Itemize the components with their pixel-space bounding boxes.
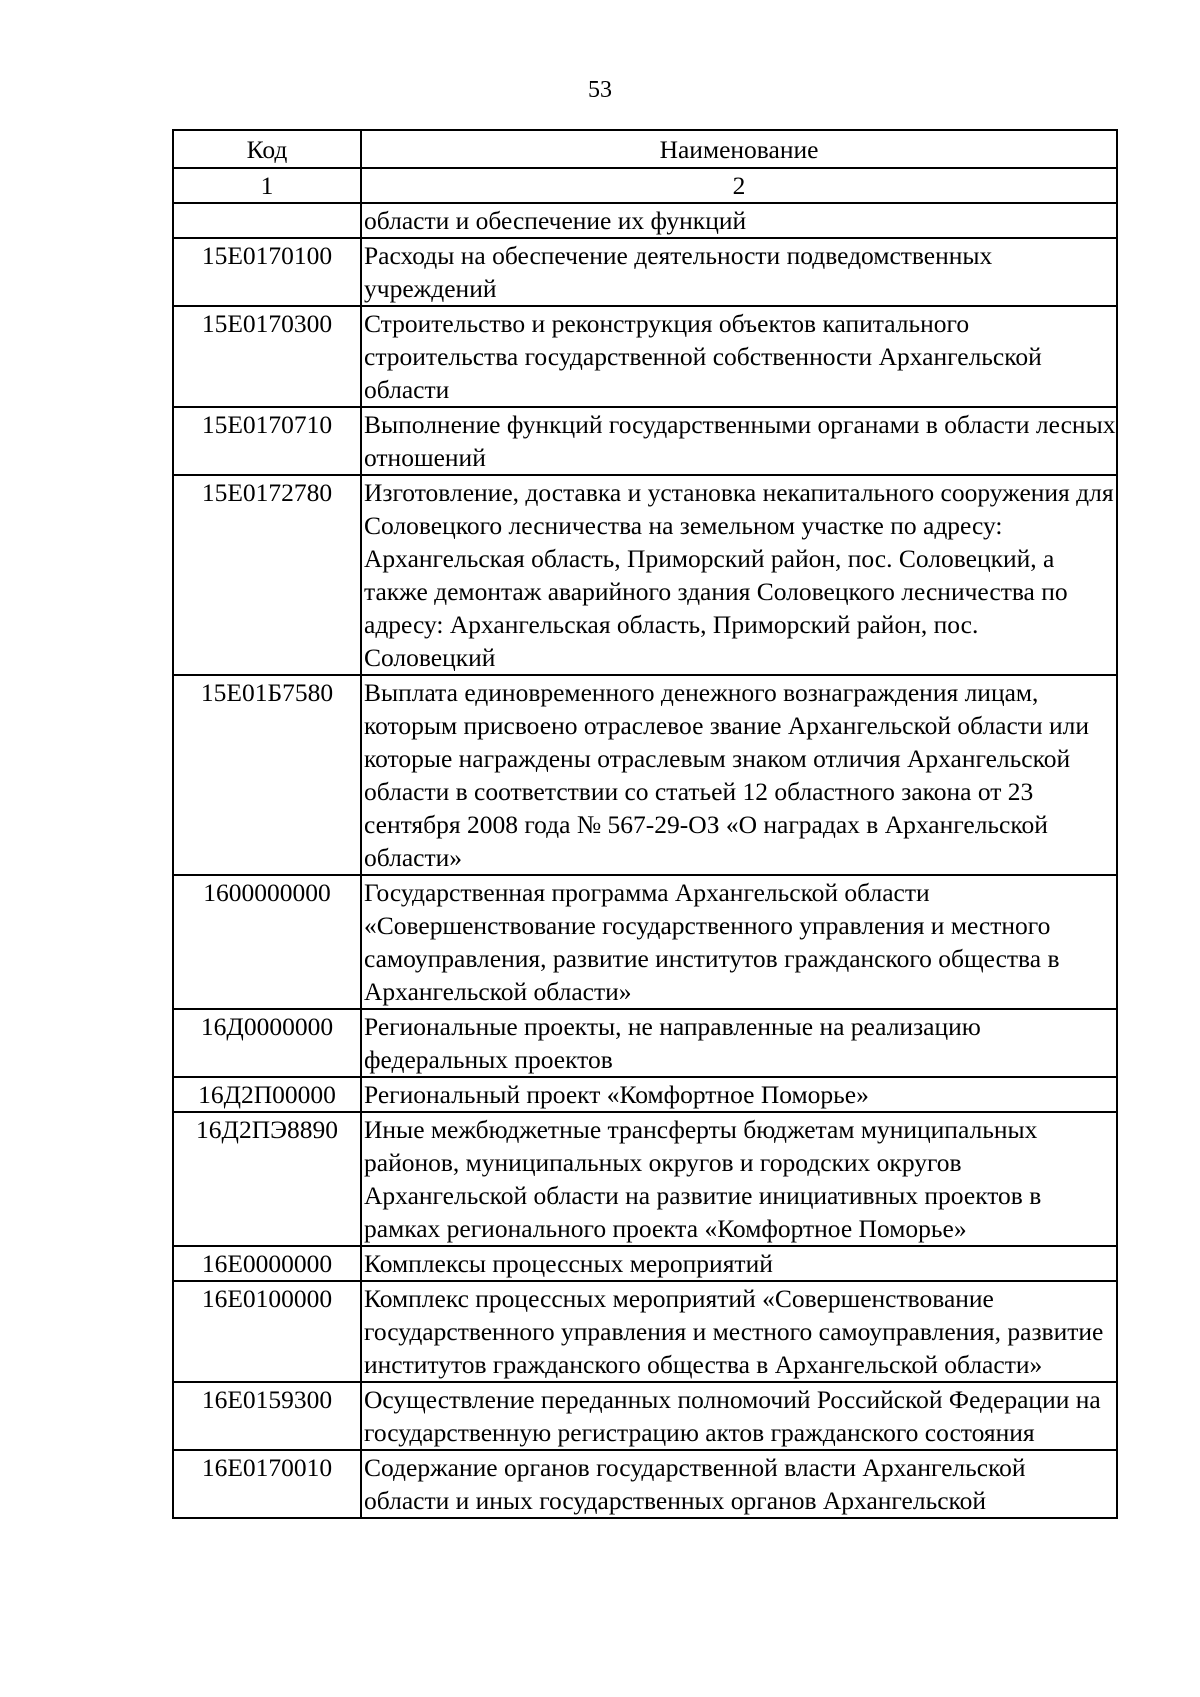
row-code: 1600000000 xyxy=(173,875,361,1009)
row-code: 16Е0100000 xyxy=(173,1281,361,1382)
row-code: 15Е0170300 xyxy=(173,306,361,407)
row-name: Осуществление переданных полномочий Российской Федерации на государственную регистрацию актов гражданского состояния xyxy=(361,1382,1117,1450)
budget-codes-table xyxy=(172,129,1118,1519)
row-name: Региональный проект «Комфортное Поморье» xyxy=(361,1077,1117,1112)
table-row xyxy=(173,875,1117,1009)
table-row xyxy=(173,238,1117,306)
table-row xyxy=(173,1450,1117,1518)
table-row xyxy=(173,675,1117,875)
row-code: 15Е0170100 xyxy=(173,238,361,306)
row-code: 16Д0000000 xyxy=(173,1009,361,1077)
row-name: Государственная программа Архангельской области «Совершенствование государственного управления и местного самоуправления, развитие институтов гражданского общества в Архангельской области» xyxy=(361,875,1117,1009)
row-code: 16Е0000000 xyxy=(173,1246,361,1281)
row-name: Региональные проекты, не направленные на реализацию федеральных проектов xyxy=(361,1009,1117,1077)
header-name: Наименование xyxy=(361,130,1117,168)
table-row xyxy=(173,1112,1117,1246)
table-header-row xyxy=(173,130,1117,168)
row-name: Комплекс процессных мероприятий «Совершенствование государственного управления и местного самоуправления, развитие институтов гражданского общества в Архангельской области» xyxy=(361,1281,1117,1382)
row-name: Иные межбюджетные трансферты бюджетам муниципальных районов, муниципальных округов и городских округов Архангельской области на развитие инициативных проектов в рамках регионального проекта «Комфортное Поморье» xyxy=(361,1112,1117,1246)
column-number-name: 2 xyxy=(361,168,1117,203)
table-row xyxy=(173,1009,1117,1077)
row-name: Выплата единовременного денежного вознаграждения лицам, которым присвоено отраслевое звание Архангельской области или которые награждены отраслевым знаком отличия Архангельской области в соответствии со статьей 12 областного закона от 23 сентября 2008 года № 567-29-ОЗ «О наградах в Архангельской области» xyxy=(361,675,1117,875)
row-code: 15Е01Б7580 xyxy=(173,675,361,875)
table-row xyxy=(173,1246,1117,1281)
header-code: Код xyxy=(173,130,361,168)
column-number-row xyxy=(173,168,1117,203)
row-code: 16Е0159300 xyxy=(173,1382,361,1450)
row-name: Комплексы процессных мероприятий xyxy=(361,1246,1117,1281)
table-row xyxy=(173,1281,1117,1382)
row-name: Изготовление, доставка и установка некапитального сооружения для Соловецкого лесничества на земельном участке по адресу: Архангельская область, Приморский район, пос. Соловецкий, а также демонтаж аварийного здания Соловецкого лесничества по адресу: Архангельская область, Приморский район, пос. Соловецкий xyxy=(361,475,1117,675)
row-name: Выполнение функций государственными органами в области лесных отношений xyxy=(361,407,1117,475)
row-code: 16Д2П00000 xyxy=(173,1077,361,1112)
row-name: Содержание органов государственной власти Архангельской области и иных государственных органов Архангельской xyxy=(361,1450,1117,1518)
table-row xyxy=(173,203,1117,238)
table-row xyxy=(173,1077,1117,1112)
row-code: 15Е0170710 xyxy=(173,407,361,475)
table-row xyxy=(173,475,1117,675)
table-row xyxy=(173,1382,1117,1450)
row-code: 15Е0172780 xyxy=(173,475,361,675)
page-number: 53 xyxy=(588,77,612,103)
row-code: 16Д2ПЭ8890 xyxy=(173,1112,361,1246)
row-code: 16Е0170010 xyxy=(173,1450,361,1518)
table-row xyxy=(173,407,1117,475)
row-name: Расходы на обеспечение деятельности подведомственных учреждений xyxy=(361,238,1117,306)
column-number-code: 1 xyxy=(173,168,361,203)
row-name: области и обеспечение их функций xyxy=(361,203,1117,238)
row-name: Строительство и реконструкция объектов капитального строительства государственной собственности Архангельской области xyxy=(361,306,1117,407)
row-code xyxy=(173,203,361,238)
table-row xyxy=(173,306,1117,407)
